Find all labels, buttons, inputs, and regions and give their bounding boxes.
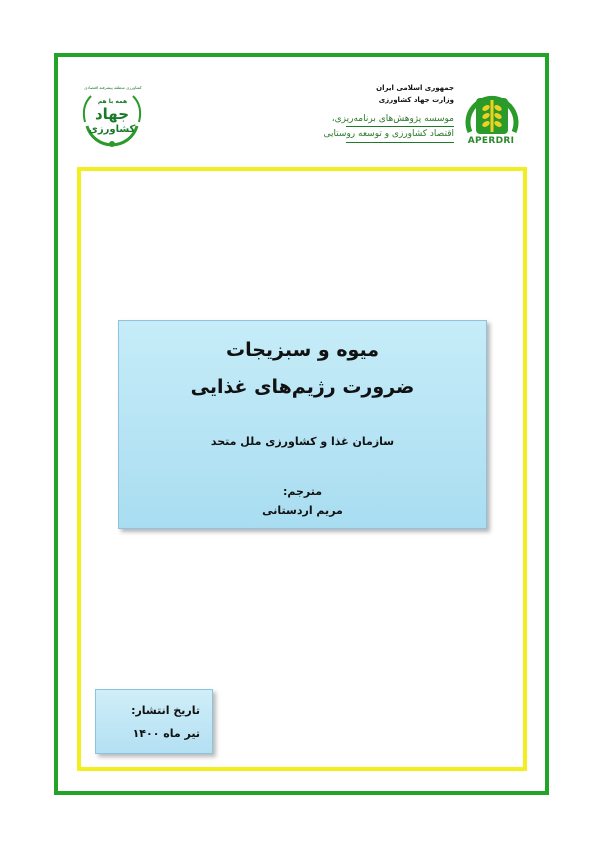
translator-name: مریم اردستانی	[262, 504, 343, 517]
institute-line-1: موسسه پژوهش‌های برنامه‌ریزی،	[331, 114, 454, 124]
institute-divider	[346, 126, 454, 127]
book-title-line-2: ضرورت رژیم‌های غذایی	[190, 376, 415, 398]
jahad-tagline: کشاورزی منطقه پیشرفته اقتصادی	[84, 85, 142, 90]
publication-date-box	[95, 689, 213, 754]
publication-date-value: تیر ماه ۱۴۰۰	[132, 727, 200, 740]
title-box	[118, 320, 487, 529]
ministry-line-1: جمهوری اسلامی ایران	[376, 84, 454, 92]
institute-line-2: اقتصاد کشاورزی و توسعه روستایی	[323, 129, 454, 139]
institute-divider-2	[346, 142, 454, 143]
jahad-main-text: جهاد	[94, 105, 130, 123]
aperdri-label: APERDRI	[467, 136, 515, 146]
jahad-top-text: همه با هم	[97, 98, 128, 105]
ministry-line-2: وزارت جهاد کشاورزی	[378, 96, 454, 104]
jahad-sub-text: کشاورزی	[88, 124, 136, 135]
book-title-line-1: میوه و سبزیجات	[225, 339, 379, 361]
translator-label: مترجم:	[282, 485, 323, 498]
organization-name: سازمان غذا و کشاورزی ملل متحد	[210, 435, 395, 448]
publication-date-label: تاریخ انتشار:	[131, 704, 200, 717]
